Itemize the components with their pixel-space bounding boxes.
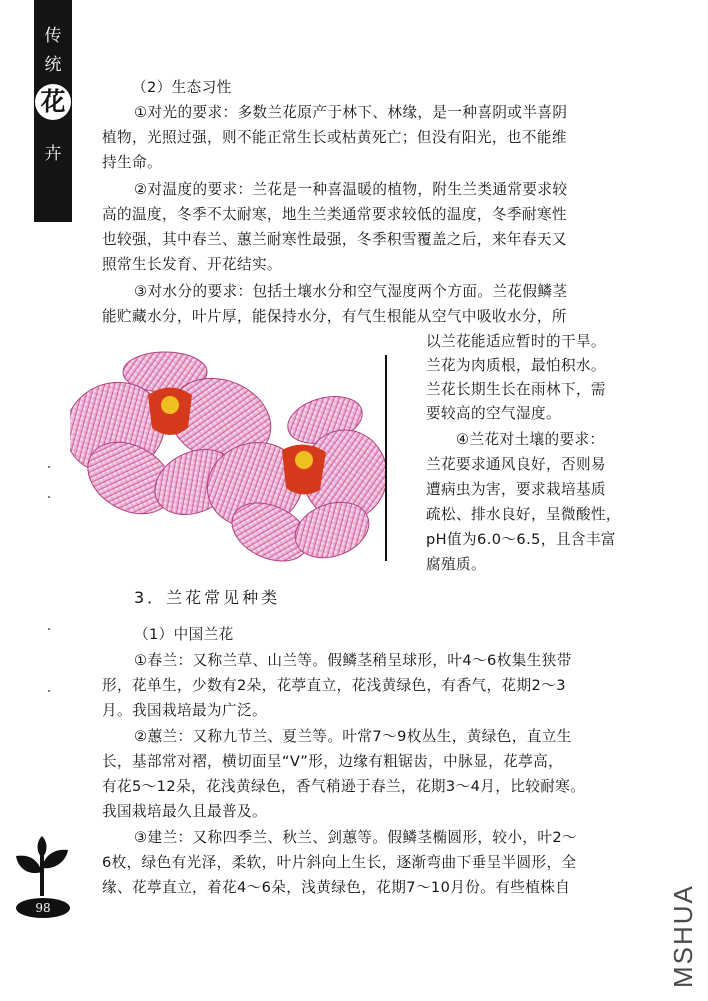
section-heading: 3．兰花常见种类: [134, 588, 281, 607]
text-line: 高的温度，冬季不太耐寒，地生兰类通常要求较低的温度，冬季耐寒性: [102, 206, 567, 223]
side-tab-char-emphasized: 花: [35, 84, 71, 120]
text-line: （1）中国兰花: [134, 626, 234, 643]
text-line: 持生命。: [102, 154, 162, 171]
text-line: 也较强，其中春兰、蕙兰耐寒性最强，冬季积雪覆盖之后，来年春天又: [102, 231, 567, 248]
sprout-icon: [14, 836, 70, 898]
side-tab-char: 卉: [44, 144, 62, 164]
text-line: 以兰花能适应暂时的干旱。: [426, 333, 606, 350]
page-number: 98: [16, 898, 70, 918]
watermark: MSHUA: [668, 884, 698, 988]
text-line: 6枚，绿色有光泽，柔软，叶片斜向上生长，逐渐弯曲下垂呈半圆形，全: [102, 854, 577, 871]
text-line: ③对水分的要求：包括土壤水分和空气湿度两个方面。兰花假鳞茎: [134, 283, 568, 300]
text-line: ①对光的要求：多数兰花原产于林下、林缘，是一种喜阴或半喜阴: [134, 104, 568, 121]
text-line: 长，基部常对褶，横切面呈“V”形，边缘有粗锯齿，中脉显，花葶高，: [102, 753, 564, 770]
text-line: ④兰花对土壤的要求：: [456, 431, 605, 448]
text-line: 疏松、排水良好，呈微酸性，: [426, 506, 621, 523]
text-line: 形，花单生，少数有2朵，花葶直立，花浅黄绿色，有香气，花期2～3: [102, 677, 566, 694]
text-line: 兰花长期生长在雨林下，需: [426, 381, 606, 398]
margin-dot: [48, 690, 50, 692]
text-line: 有花5～12朵，花浅黄绿色，香气稍逊于春兰，花期3～4月，比较耐寒。: [102, 778, 586, 795]
text-line: 我国栽培最久且最普及。: [102, 803, 267, 820]
side-tab-char: 统: [44, 55, 62, 75]
text-line: （2）生态习性: [132, 79, 232, 96]
text-line: 兰花要求通风良好，否则易: [426, 456, 606, 473]
text-line: 要较高的空气湿度。: [426, 405, 561, 422]
text-line: 照常生长发育、开花结实。: [102, 256, 282, 273]
margin-dot: [48, 628, 50, 630]
side-tab: [34, 0, 72, 222]
text-line: 能贮藏水分，叶片厚，能保持水分，有气生根能从空气中吸收水分，所: [102, 308, 567, 325]
text-line: pH值为6.0～6.5，且含丰富: [426, 531, 616, 548]
text-line: 腐殖质。: [426, 556, 486, 573]
text-line: ③建兰：又称四季兰、秋兰、剑蕙等。假鳞茎椭圆形，较小，叶2～: [134, 829, 577, 846]
text-line: ①春兰：又称兰草、山兰等。假鳞茎稍呈球形，叶4～6枚集生狭带: [134, 652, 572, 669]
divider-line: [385, 355, 387, 561]
margin-dot: [48, 466, 50, 468]
text-line: 月。我国栽培最为广泛。: [102, 702, 267, 719]
margin-dot: [48, 496, 50, 498]
side-tab-char: 传: [44, 26, 62, 46]
text-line: 植物，光照过强，则不能正常生长或枯黄死亡；但没有阳光，也不能维: [102, 129, 567, 146]
text-line: ②对温度的要求：兰花是一种喜温暖的植物，附生兰类通常要求较: [134, 181, 568, 198]
text-line: 缘、花葶直立，着花4～6朵，浅黄绿色，花期7～10月份。有些植株自: [102, 879, 571, 896]
text-line: 遭病虫为害，要求栽培基质: [426, 481, 606, 498]
text-line: 兰花为肉质根，最怕积水。: [426, 357, 606, 374]
text-line: ②蕙兰：又称九节兰、夏兰等。叶常7～9枚丛生，黄绿色，直立生: [134, 728, 572, 745]
orchid-photo: [70, 350, 385, 565]
